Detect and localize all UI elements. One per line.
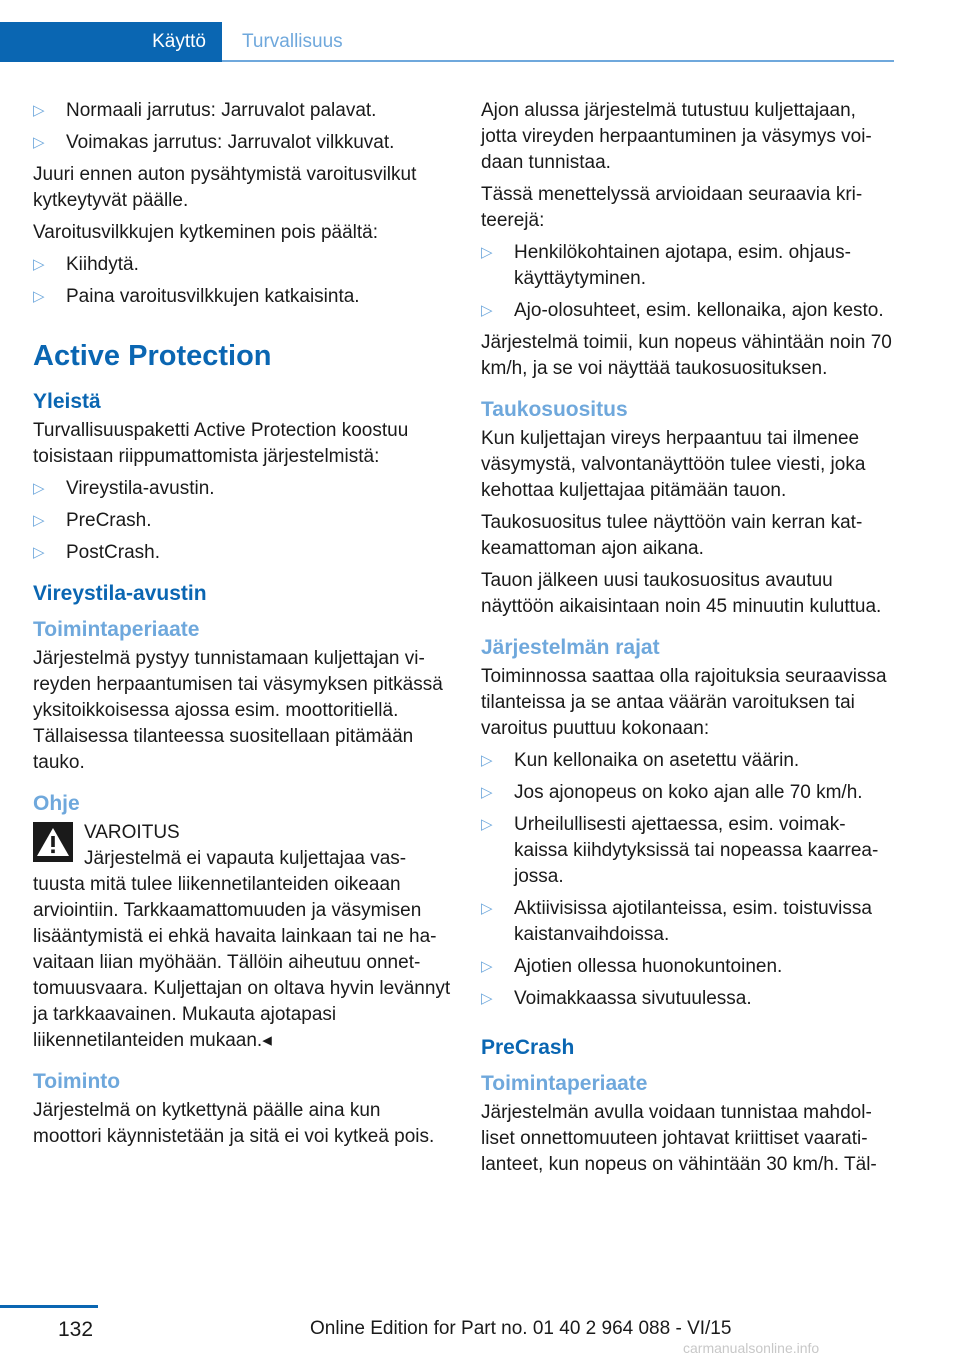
list-item: ▷ Paina varoitusvilkkujen katkaisinta. [33,284,451,310]
list-item: ▷ PreCrash. [33,508,451,534]
subheading-jarjestelman-rajat: Järjestelmän rajat [481,636,660,659]
list-item: ▷ Voimakkaassa sivutuulessa. [481,986,893,1012]
list-item: ▷ Jos ajonopeus on koko ajan alle 70 km/h. [481,780,893,806]
paragraph: Taukosuositus tulee näyttöön vain kerran katkeamattoman ajon aikana. [481,512,863,559]
triangle-bullet-icon: ▷ [481,302,493,319]
header-rule [222,60,894,62]
triangle-bullet-icon: ▷ [33,544,45,561]
section-heading-active-protection: Active Protection [33,340,272,372]
subheading-toimintaperiaate-precrash: Toimintaperiaate [481,1072,648,1095]
footer-rule [0,1305,98,1308]
criteria-list [481,240,893,324]
triangle-bullet-icon: ▷ [33,480,45,497]
subheading-vireystila-avustin: Vireystila-avustin [33,582,207,605]
triangle-bullet-icon: ▷ [33,134,45,151]
paragraph: Järjestelmä toimii, kun nopeus vähintään noin 70 km/h, ja se voi näyttää taukosuosituksen. [481,332,892,379]
triangle-bullet-icon: ▷ [481,816,493,833]
right-column [481,98,893,1184]
hazard-off-list [33,252,451,310]
paragraph: Kun kuljettajan vireys herpaantuu tai ilmenee väsymystä, valvontanäyttöön tulee viesti, joka kehottaa kuljettajaa pitämään tauon. [481,428,866,501]
chapter-tab-kaytto: Käyttö [0,22,222,62]
paragraph: Toiminnossa saattaa olla rajoituksia seuraavissa tilanteissa ja se antaa väärän varoituksen tai varoitus puuttuu kokonaan: [481,666,887,739]
triangle-bullet-icon: ▷ [481,784,493,801]
list-item: ▷ Ajo-olosuhteet, esim. kellonaika, ajon kesto. [481,298,893,324]
list-item: ▷ Voimakas jarrutus: Jarruvalot vilkkuvat. [33,130,451,156]
triangle-bullet-icon: ▷ [33,256,45,273]
triangle-bullet-icon: ▷ [481,990,493,1007]
list-item: ▷ Ajotien ollessa huonokuntoinen. [481,954,893,980]
list-item: ▷ PostCrash. [33,540,451,566]
paragraph: Juuri ennen auton pysähtymistä varoitusvilkut kytkeytyvät päälle. [33,164,417,211]
limits-list [481,748,893,1012]
triangle-bullet-icon: ▷ [481,752,493,769]
subheading-yleista: Yleistä [33,390,101,413]
paragraph: Ajon alussa järjestelmä tutustuu kuljettajaan, jotta vireyden herpaantuminen ja väsymys voidaan tunnistaa. [481,100,872,173]
paragraph: Tauon jälkeen uusi taukosuositus avautuu näyttöön aikaisintaan noin 45 minuutin kuluttua. [481,570,882,617]
triangle-bullet-icon: ▷ [481,958,493,975]
edition-text: Online Edition for Part no. 01 40 2 964 088 - VI/15 [310,1318,732,1339]
paragraph: Järjestelmä on kytkettynä päälle aina kun moottori käynnistetään ja sitä ei voi kytkeä pois. [33,1100,435,1147]
subheading-precrash: PreCrash [481,1036,575,1059]
section-tab-turvallisuus: Turvallisuus [242,31,343,52]
triangle-bullet-icon: ▷ [481,900,493,917]
subheading-toiminto: Toiminto [33,1070,121,1093]
triangle-bullet-icon: ▷ [33,512,45,529]
warning-text: Järjestelmä ei vapauta kuljettajaa vastuusta mitä tulee liikennetilanteiden oikeaan arviointiin. Tarkkaamattomuuden ja väsymisen lisääntymistä ei ehkä havaita lainkaan tai ne havaitaan liian myöhään. Tällöin aiheutuu onnettomuusvaara. Kuljettajan on oltava hyvin levännyt ja tarkkaavainen. Mukauta ajotapasi liikennetilanteiden mukaan.◂ [33,848,451,1051]
list-item: ▷ Urheilullisesti ajettaessa, esim. voimakkaissa kiihdytyksissä tai nopeassa kaarreajossa. [481,814,879,887]
triangle-bullet-icon: ▷ [33,102,45,119]
watermark: carmanualsonline.info [683,1340,820,1356]
subheading-ohje: Ohje [33,792,80,815]
triangle-bullet-icon: ▷ [481,244,493,261]
list-item: ▷ Henkilökohtainen ajotapa, esim. ohjauskäyttäytyminen. [481,242,851,289]
paragraph: Varoitusvilkkujen kytkeminen pois päältä: [33,222,378,243]
brake-light-list [33,98,451,156]
paragraph: Järjestelmän avulla voidaan tunnistaa mahdolliset onnettomuuteen johtavat kriittiset vaaratilanteet, kun nopeus on vähintään 30 km/h. Täl- [481,1102,877,1175]
triangle-bullet-icon: ▷ [33,288,45,305]
subheading-taukosuositus: Taukosuositus [481,398,628,421]
list-item: ▷ Normaali jarrutus: Jarruvalot palavat. [33,98,451,124]
page-header [0,0,960,64]
paragraph: Tässä menettelyssä arvioidaan seuraavia kriteerejä: [481,184,863,231]
list-item: ▷ Vireystila-avustin. [33,476,451,502]
paragraph: Turvallisuuspaketti Active Protection koostuu toisistaan riippumattomista järjestelmistä: [33,420,409,467]
systems-list [33,476,451,566]
warning-block [33,820,451,1054]
page-number: 132 [58,1318,94,1341]
warning-title: VAROITUS [84,822,180,843]
list-item: ▷ Kun kellonaika on asetettu väärin. [481,748,893,774]
warning-triangle-icon [33,822,73,862]
list-item: ▷ Aktiivisissa ajotilanteissa, esim. toistuvissa kaistanvaihdoissa. [481,898,872,945]
left-column [33,98,451,1156]
list-item: ▷ Kiihdytä. [33,252,451,278]
paragraph: Järjestelmä pystyy tunnistamaan kuljettajan vireyden herpaantumisen tai väsymyksen pitkässä yksitoikkoisessa ajossa esim. moottoritiellä. Tällaisessa tilanteessa suositellaan pitämään tauko. [33,648,443,773]
subheading-toimintaperiaate: Toimintaperiaate [33,618,200,641]
